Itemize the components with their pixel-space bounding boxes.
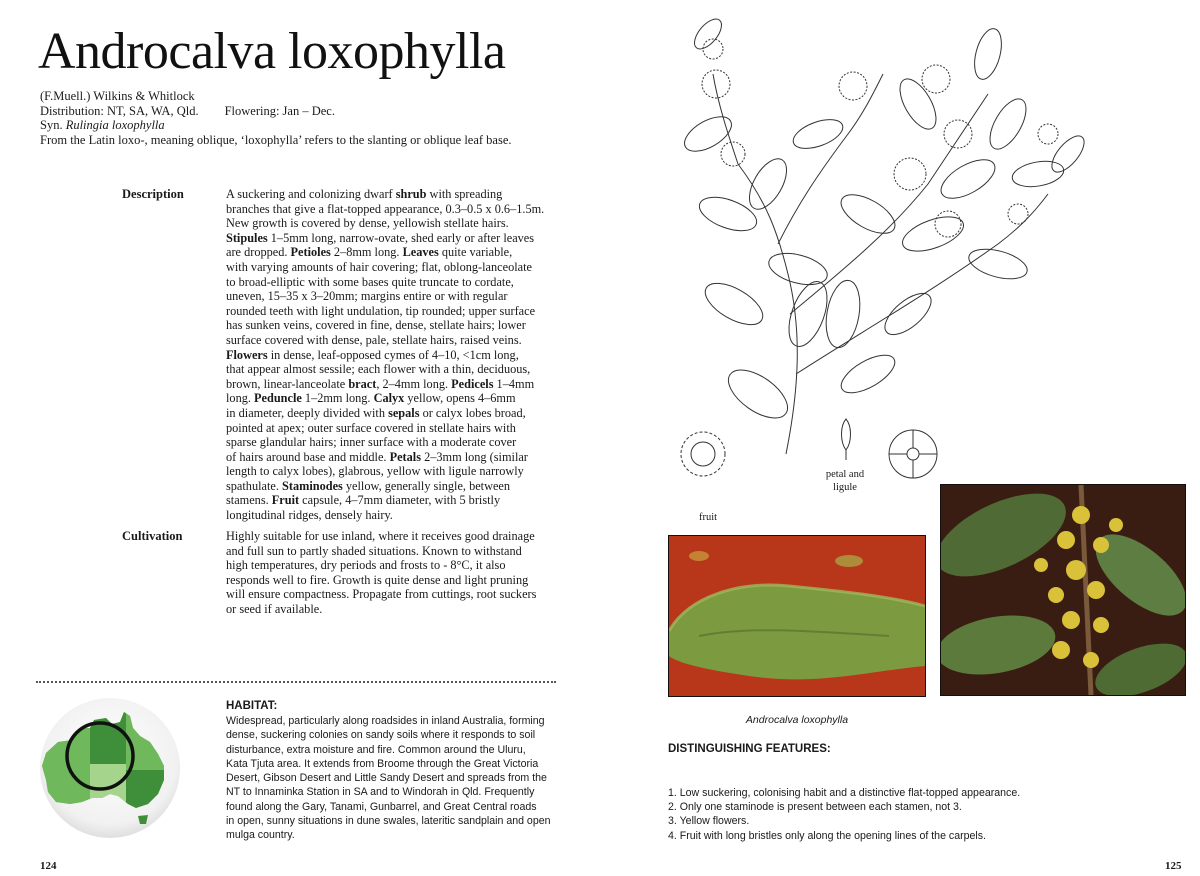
description-text: , 2–4mm long. (376, 376, 452, 391)
species-meta (40, 89, 640, 147)
description-text: yellow, opens 4–6mm (404, 391, 516, 406)
petal-label-line2: ligule (833, 482, 857, 493)
description-text: stamens. (226, 493, 272, 508)
cultivation-line: responds well to fire. Growth is quite dense and light pruning (226, 572, 529, 587)
description-line (226, 216, 562, 231)
petal-ligule-label (810, 468, 880, 494)
description-term: Calyx (373, 391, 405, 406)
description-text: surface covered with dense, pale, stellate hairs, raised veins. (226, 332, 522, 347)
description-line (226, 260, 562, 275)
description-term: shrub (395, 187, 427, 201)
cultivation-body (226, 529, 562, 617)
description-label: Description (122, 187, 184, 201)
habitat-line: in open, sunny situations in dune swales, lateritic sandplain and open (226, 815, 551, 828)
description-term: Peduncle (254, 391, 302, 406)
cultivation-line: or seed if available. (226, 601, 323, 616)
description-term: Petioles (290, 245, 331, 260)
top-stem (713, 74, 738, 164)
cultivation-label: Cultivation (122, 529, 183, 543)
description-line (226, 421, 562, 436)
cultivation-line: will ensure compactness. Propagate from cuttings, root suckers (226, 587, 537, 602)
cultivation-line: high temperatures, dry periods and frosts to - 8°C, it also (226, 558, 506, 573)
distinguishing-item: 2. Only one staminode is present between each stamen, not 3. (668, 801, 962, 814)
flowering: Flowering: Jan – Dec. (224, 103, 335, 118)
description-term: Staminodes (282, 478, 343, 493)
page-number-left: 124 (40, 860, 57, 872)
description-line (226, 231, 562, 246)
description-term: bract (348, 376, 377, 391)
botanical-illustration (668, 14, 1108, 484)
lower-stem (796, 194, 1048, 374)
description-line (226, 508, 562, 523)
description-text: capsule, 4–7mm diameter, with 5 bristly (299, 493, 501, 508)
photo-caption: Androcalva loxophylla (745, 714, 849, 726)
description-text: yellow, generally single, between (342, 478, 511, 493)
description-term: Leaves (402, 245, 439, 260)
main-stem (738, 164, 797, 454)
species-title: Androcalva loxophylla (38, 23, 506, 80)
description-body (226, 187, 562, 523)
description-text: length to calyx lobes), glabrous, yellow with ligule narrowly (226, 464, 524, 479)
description-line (226, 464, 562, 479)
habitat-line: mulga country. (226, 829, 295, 842)
page-number-right: 125 (1165, 860, 1182, 872)
description-text: longitudinal ridges, densely hairy. (226, 508, 393, 523)
description-text: to broad-elliptic with some bases quite truncate to cordate, (226, 274, 514, 289)
distinguishing-item: 4. Fruit with long bristles only along the opening lines of the carpels. (668, 829, 986, 842)
description-line (226, 435, 562, 450)
cultivation-line: and full sun to partly shaded situations. Known to withstand (226, 543, 522, 558)
description-text: are dropped. (226, 245, 291, 260)
synonym-prefix: Syn. (40, 118, 63, 132)
distinguishing-title: DISTINGUISHING FEATURES: (668, 743, 831, 755)
description-text: brown, linear-lanceolate (226, 376, 349, 391)
description-line (226, 245, 562, 260)
description-text: spathulate. (226, 478, 283, 493)
description-text: has sunken veins, covered in fine, dense, stellate hairs; lower (226, 318, 526, 333)
authority: (F.Muell.) Wilkins & Whitlock (40, 89, 195, 103)
synonym-line (40, 118, 640, 133)
description-text: A suckering and colonizing dwarf (226, 187, 396, 201)
habitat-photo-image (669, 536, 925, 696)
cultivation-line: Highly suitable for use inland, where it receives good drainage (226, 529, 535, 543)
distribution: Distribution: NT, SA, WA, Qld. (40, 103, 199, 118)
flower-photo (940, 484, 1186, 696)
etymology: From the Latin loxo-, meaning oblique, ‘loxophylla’ refers to the slanting or oblique leaf base. (40, 132, 512, 147)
side-stem (778, 74, 883, 244)
description-term: Fruit (271, 493, 300, 508)
petal-label-line1: petal and (825, 469, 865, 480)
habitat-line: Desert, Gibson Desert and Little Sandy Desert and spreads from the (226, 772, 547, 785)
distinguishing-list (668, 786, 1020, 843)
description-line (226, 362, 562, 377)
description-line (226, 348, 562, 363)
description-line (226, 318, 562, 333)
flower-photo-image (941, 485, 1185, 695)
petal-detail (842, 419, 851, 460)
description-text: 1–4mm (493, 376, 535, 391)
distribution-map (38, 698, 184, 840)
description-line (226, 275, 562, 290)
description-text: 1–2mm long. (301, 391, 374, 406)
description-line (226, 202, 562, 217)
description-text: New growth is covered by dense, yellowish stellate hairs. (226, 216, 509, 231)
description-line (226, 377, 562, 392)
synonym-name: Rulingia loxophylla (65, 118, 165, 132)
description-term: Flowers (226, 347, 268, 362)
fruit-detail (681, 432, 725, 476)
description-term: sepals (388, 405, 420, 420)
upper-stem (790, 94, 988, 314)
description-line (226, 289, 562, 304)
leaves (679, 14, 1090, 427)
habitat-line: dense, suckering colonies on sandy soils where it responds to soil (226, 729, 536, 742)
description-text: that appear almost sessile; each flower with a thin, deciduous, (226, 362, 531, 377)
description-line (226, 479, 562, 494)
habitat-line: Kata Tjuta area. It extends from Broome through the Great Victoria (226, 757, 539, 770)
description-line (226, 187, 562, 202)
description-text: quite variable, (438, 245, 513, 260)
description-text: sparse glandular hairs; inner surface with a moderate cover (226, 435, 517, 450)
description-term: Petals (389, 449, 421, 464)
description-text: 2–3mm long (similar (421, 449, 528, 464)
description-term: Pedicels (451, 376, 494, 391)
distinguishing-item: 1. Low suckering, colonising habit and a distinctive flat-topped appearance. (668, 787, 1021, 799)
description-text: long. (226, 391, 255, 406)
description-text: in dense, leaf-opposed cymes of 4–10, <1cm long, (267, 347, 519, 362)
description-line (226, 406, 562, 421)
flower-clusters (702, 39, 1058, 237)
description-line (226, 493, 562, 508)
distinguishing-item: 3. Yellow flowers. (668, 815, 750, 828)
description-term: Stipules (226, 230, 268, 245)
description-line (226, 304, 562, 319)
description-text: with varying amounts of hair covering; flat, oblong-lanceolate (226, 259, 532, 274)
description-text: rounded teeth with light undulation, tip rounded; upper surface (226, 303, 536, 318)
description-text: 2–8mm long. (330, 245, 403, 260)
habitat-title: HABITAT: (226, 700, 278, 712)
description-text: uneven, 15–35 x 3–20mm; margins entire or with regular (226, 289, 508, 304)
habitat-photo (668, 535, 926, 697)
description-text: pointed at apex; outer surface covered in stellate hairs with (226, 420, 516, 435)
habitat-line: NT to Innaminka Station in SA and to Windorah in Qld. Frequently (226, 786, 535, 799)
description-text: in diameter, deeply divided with (226, 405, 389, 420)
habitat-line: Widespread, particularly along roadsides in inland Australia, forming (226, 715, 545, 727)
habitat-body (226, 714, 562, 843)
habitat-line: found along the Gary, Tanami, Gunbarrel, and Great Central roads (226, 800, 537, 813)
fruit-label: fruit (698, 512, 718, 523)
description-line (226, 333, 562, 348)
description-line (226, 450, 562, 465)
description-line (226, 391, 562, 406)
habitat-line: disturbance, extra moisture and fire. Common around the Uluru, (226, 743, 526, 756)
description-text: or calyx lobes broad, (419, 405, 526, 420)
distribution-line (40, 104, 640, 119)
description-text: of hairs around base and middle. (226, 449, 390, 464)
description-text: with spreading (426, 187, 503, 201)
section-divider (36, 681, 556, 683)
description-text: branches that give a flat-topped appearance, 0.3–0.5 x 0.6–1.5m. (226, 201, 545, 216)
description-text: 1–5mm long, narrow-ovate, shed early or after leaves (267, 230, 535, 245)
flower-detail (889, 430, 937, 478)
